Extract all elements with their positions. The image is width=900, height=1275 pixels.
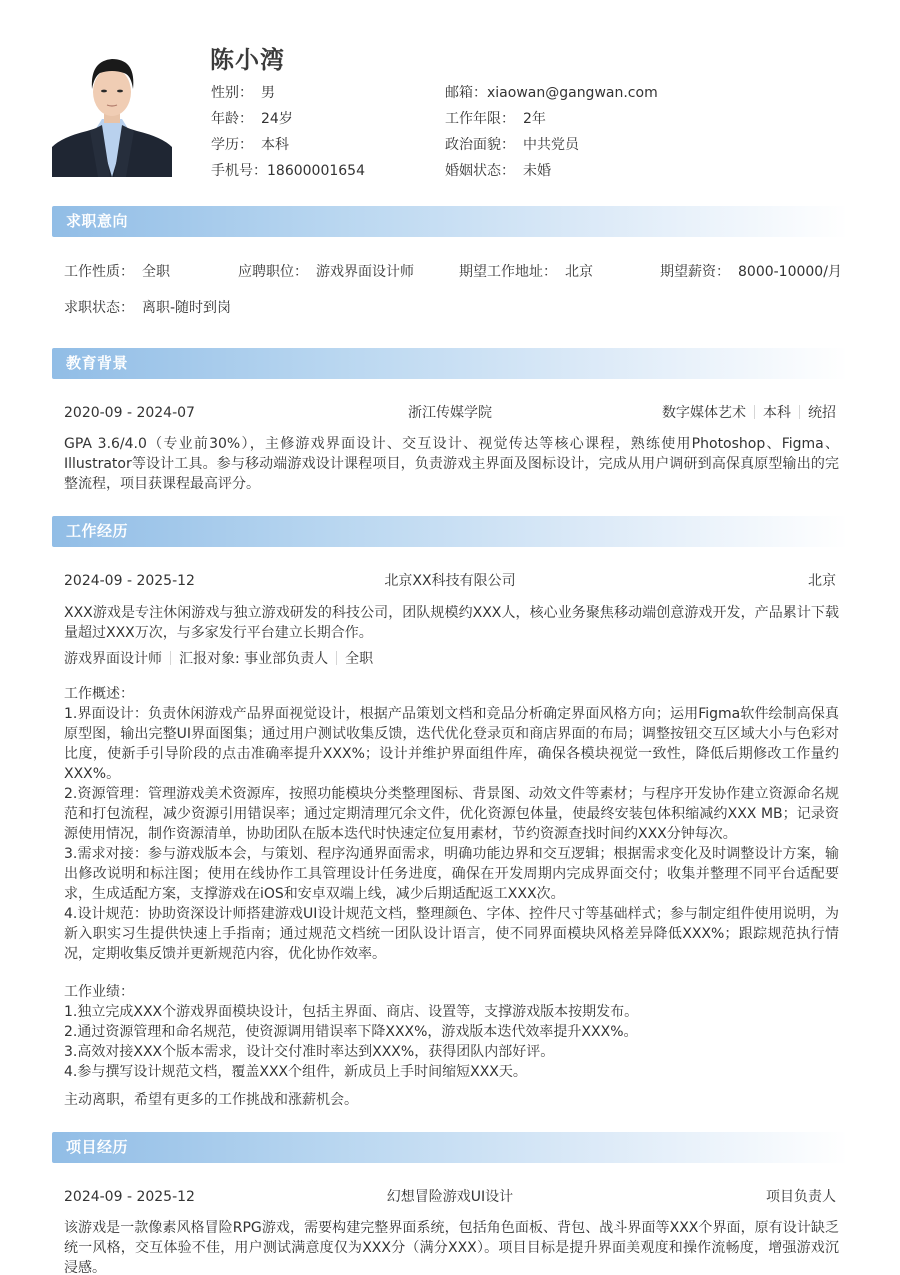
info-label: 婚姻状态： xyxy=(445,163,515,179)
overview-item: 2.资源管理：管理游戏美术资源库，按照功能模块分类整理图标、背景图、动效文件等素材；与程序开发协作建立资源命名规范和打包流程，减少资源引用错误率；通过定期清理冗余文件，优化资源包体量，使最终安装包体积缩减约XXX MB；记录资源使用情况，制作资源清单，协助团队在版本迭代时快速定位复用素材，节约资源查找时间约XXX分钟每次。 xyxy=(64,786,839,842)
candidate-name: 陈小湾 xyxy=(210,46,285,74)
info-label: 年龄： xyxy=(211,111,253,127)
divider xyxy=(170,651,171,665)
work-role-row xyxy=(64,649,373,669)
intent-label: 期望薪资： xyxy=(660,264,730,280)
work-overview xyxy=(64,684,839,964)
section-header-project xyxy=(52,1132,848,1163)
leave-reason: 主动离职，希望有更多的工作挑战和涨薪机会。 xyxy=(64,1092,358,1108)
education-period: 2020-09 - 2024-07 xyxy=(64,405,195,421)
portrait-image xyxy=(52,47,172,177)
intent-value: 8000-10000/月 xyxy=(738,264,842,280)
overview-item: 1.界面设计：负责休闲游戏产品界面视觉设计，根据产品策划文档和竞品分析确定界面风格方向；运用Figma软件绘制高保真原型图，输出完整UI界面图集；通过用户测试收集反馈，迭代优化登录页和商店界面的布局；调整按钮交互区域大小与色彩对比度，使新手引导阶段的点击准确率提升XXX%；设计并维护界面组件库，确保各模块视觉一致性，降低后期修改工作量约XXX%。 xyxy=(64,706,839,782)
info-work-years xyxy=(445,109,546,129)
work-company: 北京XX科技有限公司 xyxy=(384,573,516,589)
info-label: 性别： xyxy=(211,85,253,101)
section-header-education xyxy=(52,348,848,379)
info-label: 政治面貌： xyxy=(445,137,515,153)
section-title: 项目经历 xyxy=(66,1138,129,1156)
project-header-row xyxy=(64,1187,836,1207)
info-value: 本科 xyxy=(261,137,289,153)
work-location: 北京 xyxy=(808,573,836,589)
divider xyxy=(336,651,337,665)
info-gender xyxy=(211,83,275,103)
project-period: 2024-09 - 2025-12 xyxy=(64,1189,195,1205)
overview-item: 4.设计规范：协助资深设计师搭建游戏UI设计规范文档，整理颜色、字体、控件尺寸等基础样式；参与制定组件使用说明，为新入职实习生提供快速上手指南；通过规范文档统一团队设计语言，使不同界面模块风格差异降低XXX%；跟踪规范执行情况，定期收集反馈并更新规范内容，优化协作效率。 xyxy=(64,906,839,962)
info-political-status xyxy=(445,135,579,155)
info-label: 手机号： xyxy=(211,163,267,179)
divider xyxy=(754,405,755,419)
section-header-intent xyxy=(52,206,848,237)
intent-location xyxy=(459,262,593,282)
education-type: 统招 xyxy=(808,405,836,421)
education-school: 浙江传媒学院 xyxy=(408,405,492,421)
info-label: 学历： xyxy=(211,137,253,153)
education-degree: 本科 xyxy=(763,405,791,421)
intent-position xyxy=(238,262,414,282)
education-description: GPA 3.6/4.0（专业前30%），主修游戏界面设计、交互设计、视觉传达等核心课程，熟练使用Photoshop、Figma、Illustrator等设计工具。参与移动端游戏设计课程项目，负责游戏主界面及图标设计，完成从用户调研到高保真原型输出的完整流程，项目获课程最高评分。 xyxy=(64,436,839,492)
work-position: 游戏界面设计师 xyxy=(64,651,162,667)
achievement-item: 4.参与撰写设计规范文档，覆盖XXX个组件，新成员上手时间缩短XXX天。 xyxy=(64,1064,527,1080)
achievements-title: 工作业绩： xyxy=(64,984,134,1000)
intent-label: 工作性质： xyxy=(64,264,134,280)
intent-label: 求职状态： xyxy=(64,300,134,316)
divider xyxy=(799,405,800,419)
education-meta xyxy=(662,403,836,423)
achievement-item: 1.独立完成XXX个游戏界面模块设计，包括主界面、商店、设置等，支撑游戏版本按期发布。 xyxy=(64,1004,639,1020)
project-name: 幻想冒险游戏UI设计 xyxy=(386,1189,514,1205)
project-role: 项目负责人 xyxy=(766,1189,836,1205)
info-marital-status xyxy=(445,161,551,181)
intent-job-type xyxy=(64,262,170,282)
section-title: 求职意向 xyxy=(66,212,129,230)
intent-status xyxy=(64,298,231,318)
achievement-item: 2.通过资源管理和命名规范，使资源调用错误率下降XXX%，游戏版本迭代效率提升XXX%。 xyxy=(64,1024,638,1040)
info-value: 24岁 xyxy=(261,111,293,127)
intent-label: 应聘职位： xyxy=(238,264,308,280)
profile-photo xyxy=(52,47,172,177)
work-report-to: 汇报对象: 事业部负责人 xyxy=(179,651,329,667)
info-label: 邮箱： xyxy=(445,85,487,101)
work-job-type: 全职 xyxy=(345,651,374,667)
section-header-work xyxy=(52,516,848,547)
achievement-item: 3.高效对接XXX个版本需求，设计交付准时率达到XXX%，获得团队内部好评。 xyxy=(64,1044,555,1060)
work-header-row xyxy=(64,571,836,591)
project-description: 该游戏是一款像素风格冒险RPG游戏，需要构建完整界面系统，包括角色面板、背包、战斗界面等XXX个界面，原有设计缺乏统一风格，交互体验不佳，用户测试满意度仅为XXX分（满分XXX）。项目目标是提升界面美观度和操作流畅度，增强游戏沉浸感。 xyxy=(64,1220,839,1275)
info-value: 男 xyxy=(261,85,275,101)
info-education xyxy=(211,135,289,155)
info-age xyxy=(211,109,293,129)
intent-value: 游戏界面设计师 xyxy=(316,264,414,280)
info-email xyxy=(445,83,658,103)
intent-value: 北京 xyxy=(565,264,593,280)
education-header-row xyxy=(64,403,836,423)
work-period: 2024-09 - 2025-12 xyxy=(64,573,195,589)
work-achievements xyxy=(64,982,839,1082)
overview-title: 工作概述： xyxy=(64,686,134,702)
education-major: 数字媒体艺术 xyxy=(662,405,746,421)
info-value: 2年 xyxy=(523,111,546,127)
info-value: 18600001654 xyxy=(267,163,365,179)
info-label: 工作年限： xyxy=(445,111,515,127)
overview-item: 3.需求对接：参与游戏版本会，与策划、程序沟通界面需求，明确功能边界和交互逻辑；根据需求变化及时调整设计方案，输出修改说明和标注图；使用在线协作工具管理设计任务进度，确保在开发周期内完成界面交付；收集并整理不同平台适配要求，生成适配方案，支撑游戏在iOS和安卓双端上线，减少后期适配返工XXX次。 xyxy=(64,846,839,902)
email-link[interactable]: xiaowan@gangwan.com xyxy=(487,85,658,101)
info-value: 未婚 xyxy=(523,163,551,179)
intent-label: 期望工作地址： xyxy=(459,264,557,280)
info-phone xyxy=(211,161,365,181)
intent-salary xyxy=(660,262,842,282)
info-value: 中共党员 xyxy=(523,137,579,153)
intent-value: 全职 xyxy=(142,264,170,280)
company-description: XXX游戏是专注休闲游戏与独立游戏研发的科技公司，团队规模约XXX人，核心业务聚焦移动端创意游戏开发，产品累计下载量超过XXX万次，与多家发行平台建立长期合作。 xyxy=(64,605,839,641)
section-title: 教育背景 xyxy=(66,354,129,372)
section-title: 工作经历 xyxy=(66,522,129,540)
intent-value: 离职-随时到岗 xyxy=(142,300,232,316)
